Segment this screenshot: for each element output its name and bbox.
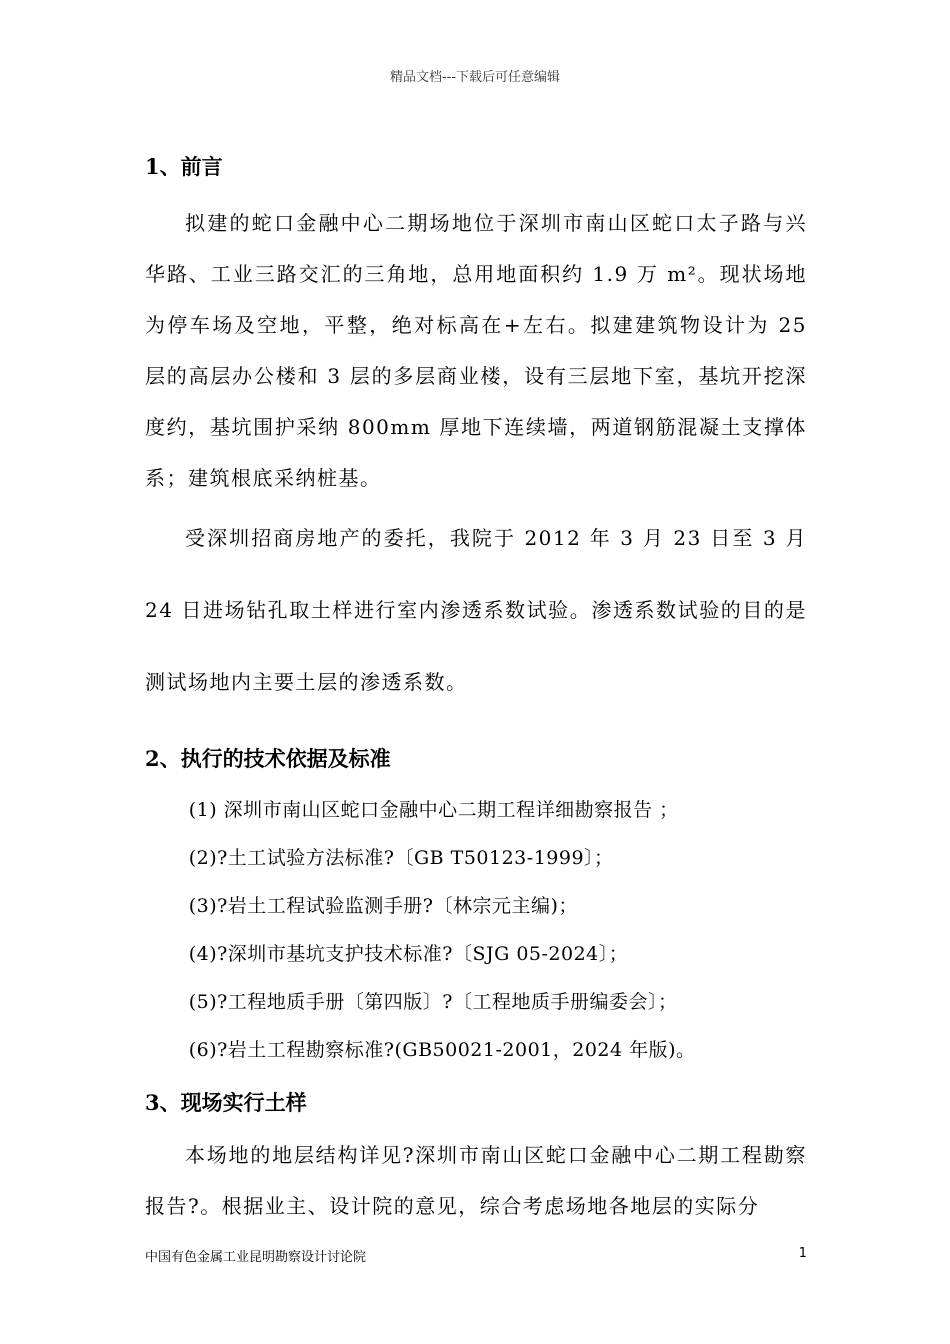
- reference-item: (5)?工程地质手册〔第四版〕?〔工程地质手册编委会〕；: [188, 991, 678, 1013]
- reference-item: (4)?深圳市基坑支护技术标准?〔SJG 05-2024〕；: [188, 943, 629, 965]
- page-number: 1: [798, 1246, 807, 1261]
- page-header: 精品文档---下载后可任意编辑: [389, 70, 561, 85]
- body-paragraph: 本场地的地层结构详见?深圳市南山区蛇口金融中心二期工程勘察报告?。根据业主、设计院的意见，综合考虑场地各地层的实际分: [145, 1143, 807, 1218]
- section-heading: 1、前言: [145, 154, 223, 179]
- page-footer: [145, 1246, 807, 1265]
- reference-list: [145, 786, 807, 1074]
- reference-item: (3)?岩土工程试验监测手册?〔林宗元主编)；: [188, 895, 578, 917]
- reference-item: (1) 深圳市南山区蛇口金融中心二期工程详细勘察报告 ；: [188, 799, 679, 821]
- section-heading: 2、执行的技术依据及标准: [145, 746, 391, 771]
- section-technical-basis: [145, 732, 807, 1074]
- reference-item: (2)?土工试验方法标准?〔GB T50123-1999〕；: [188, 847, 614, 869]
- section-heading: 3、现场实行土样: [145, 1090, 307, 1115]
- footer-organization: 中国有色金属工业昆明勘察设计讨论院: [145, 1250, 367, 1265]
- body-paragraph: 受深圳招商房地产的委托，我院于 2012 年 3 月 23 日至 3 月 24 日进场钻孔取土样进行室内渗透系数试验。渗透系数试验的目的是测试场地内主要土层的渗透系数。: [145, 526, 807, 694]
- document-body: [145, 140, 807, 1232]
- body-paragraph: 拟建的蛇口金融中心二期场地位于深圳市南山区蛇口太子路与兴华路、工业三路交汇的三角地，总用地面积约 1.9 万 m²。现状场地为停车场及空地，平整，绝对标高在+左右。拟建建筑物设计为 25 层的高层办公楼和 3 层的多层商业楼，设有三层地下室，基坑开挖深度约，基坑围护采纳 800mm 厚地下连续墙，两道钢筋混凝土支撑体系；建筑根底采纳桩基。: [145, 211, 807, 490]
- section-field-sampling: [145, 1076, 807, 1232]
- reference-item: (6)?岩土工程勘察标准?(GB50021-2001，2024 年版)。: [188, 1039, 696, 1061]
- section-introduction: [145, 140, 807, 718]
